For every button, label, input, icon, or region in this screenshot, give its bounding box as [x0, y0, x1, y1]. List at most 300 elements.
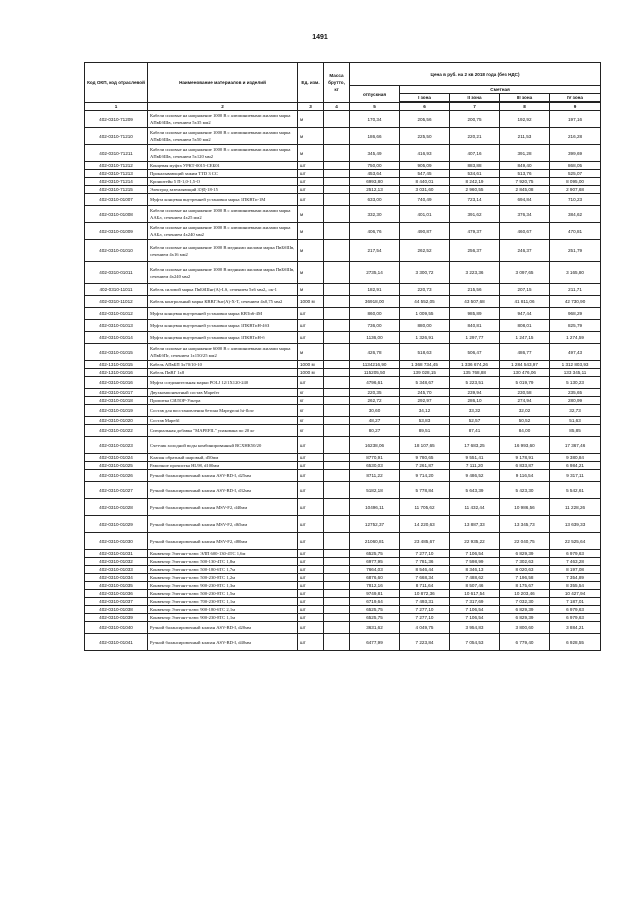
row-price-zone-2: 8 242,19: [450, 178, 500, 186]
row-price-zone-3: 3 097,65: [500, 262, 550, 284]
row-price-zone-3: 694,84: [500, 194, 550, 206]
row-unit: 1000 м: [298, 361, 324, 369]
row-name: Кабель контрольный марка КВВГЭнг(А)-Х-Т, сечением 4х0,75 мм2: [148, 296, 298, 308]
table-row: [85, 332, 601, 344]
row-mass: [324, 223, 350, 240]
row-price-zone-2: 7 054,53: [450, 634, 500, 651]
table-row: [85, 437, 601, 454]
row-price-zone-1: 8 546,44: [400, 566, 450, 574]
row-price-zone-4: 216,28: [550, 128, 601, 145]
row-price-release: 8770,91: [350, 454, 400, 462]
row-price-zone-2: 840,81: [450, 320, 500, 332]
table-row: [85, 482, 601, 499]
row-unit: шт: [298, 308, 324, 320]
row-name: Рамочное прочистка HL98, d100мм: [148, 462, 298, 470]
row-mass: [324, 284, 350, 296]
row-price-zone-4: 6 928,55: [550, 634, 601, 651]
row-mass: [324, 454, 350, 462]
row-price-zone-4: 13 639,33: [550, 516, 601, 533]
row-price-zone-1: 11 705,62: [400, 499, 450, 516]
row-price-release: 217,54: [350, 240, 400, 262]
row-code: 402-0310-01028: [85, 499, 148, 516]
table-row: [85, 590, 601, 598]
header-name: Наименование материалов и изделий: [148, 63, 298, 103]
row-price-release: 5182,18: [350, 482, 400, 499]
row-price-zone-1: 7 223,84: [400, 634, 450, 651]
row-unit: шт: [298, 634, 324, 651]
header-estimate: Сметная: [400, 86, 601, 94]
row-code: 402-0310-01040: [85, 622, 148, 634]
row-name: Кабель АПвБП 3х70/10-10: [148, 361, 298, 369]
row-price-zone-3: 32,02: [500, 405, 550, 417]
row-price-release: 80,27: [350, 425, 400, 437]
row-code: 402-0310-71213: [85, 170, 148, 178]
row-price-zone-4: 11 228,26: [550, 499, 601, 516]
row-name: Конвектор Элегант-плюс 500-230-8ТС 1,5м: [148, 590, 298, 598]
row-price-zone-2: 7 106,54: [450, 606, 500, 614]
table-row: [85, 566, 601, 574]
row-unit: шт: [298, 566, 324, 574]
row-price-zone-4: 868,05: [550, 162, 601, 170]
row-name: Состав Mapefil: [148, 417, 298, 425]
row-price-zone-1: 7 261,87: [400, 462, 450, 470]
row-code: 402-0310-01036: [85, 590, 148, 598]
row-price-zone-3: 6 829,39: [500, 614, 550, 622]
row-price-zone-1: 34,12: [400, 405, 450, 417]
row-mass: [324, 558, 350, 566]
row-price-release: 8711,22: [350, 470, 400, 482]
row-price-zone-3: 947,44: [500, 308, 550, 320]
table-row: [85, 622, 601, 634]
row-price-zone-4: 470,81: [550, 223, 601, 240]
row-price-release: 406,76: [350, 223, 400, 240]
row-price-zone-2: 883,88: [450, 162, 500, 170]
row-price-zone-3: 5 019,79: [500, 377, 550, 389]
row-unit: шт: [298, 377, 324, 389]
row-unit: 1000 м: [298, 296, 324, 308]
row-name: Кабели силовые на напряжение 1000 В медными жилами марка ПвБбШв, сечением 4х240 мм2: [148, 262, 298, 284]
row-code: 402-0310-01032: [85, 558, 148, 566]
row-price-zone-4: 280,99: [550, 397, 601, 405]
row-code: 402-0310-71215: [85, 186, 148, 194]
row-price-zone-2: 286,10: [450, 397, 500, 405]
row-price-zone-2: 985,89: [450, 308, 500, 320]
row-mass: [324, 634, 350, 651]
row-unit: кг: [298, 405, 324, 417]
row-code: 402-0310-01041: [85, 634, 148, 651]
row-unit: шт: [298, 582, 324, 590]
row-price-zone-2: 7 317,69: [450, 598, 500, 606]
row-price-zone-2: 5 223,51: [450, 377, 500, 389]
table-row: [85, 308, 601, 320]
row-price-zone-4: 85,85: [550, 425, 601, 437]
row-price-release: 426,78: [350, 344, 400, 361]
table-row: [85, 284, 601, 296]
row-price-zone-3: 486,77: [500, 344, 550, 361]
row-code: 402-0310-01017: [85, 389, 148, 397]
row-mass: [324, 590, 350, 598]
row-name: Ручной балансировочный клапан MSV-F2, d80мм: [148, 533, 298, 550]
row-price-zone-1: 905,09: [400, 162, 450, 170]
row-mass: [324, 178, 350, 186]
row-unit: шт: [298, 320, 324, 332]
row-price-release: 12752,37: [350, 516, 400, 533]
row-unit: шт: [298, 462, 324, 470]
row-name: Муфта концевая внутренней установки марка КВТп6-4М: [148, 308, 298, 320]
row-code: 402-0310-01016: [85, 377, 148, 389]
row-code: 402-0310-01033: [85, 566, 148, 574]
row-price-zone-4: 8 095,00: [550, 178, 601, 186]
row-price-zone-1: 880,00: [400, 320, 450, 332]
row-price-zone-2: 13 887,33: [450, 516, 500, 533]
table-row: [85, 425, 601, 437]
row-price-zone-2: 479,37: [450, 223, 500, 240]
row-price-zone-3: 376,34: [500, 206, 550, 223]
row-price-zone-4: 197,16: [550, 111, 601, 128]
row-mass: [324, 389, 350, 397]
row-code: 402-1310-01016: [85, 369, 148, 377]
row-price-zone-3: 130 476,06: [500, 369, 550, 377]
row-price-release: 6477,99: [350, 634, 400, 651]
row-price-zone-2: 256,37: [450, 240, 500, 262]
row-price-zone-3: 246,37: [500, 240, 550, 262]
row-price-zone-3: 16 993,60: [500, 437, 550, 454]
row-mass: [324, 482, 350, 499]
row-price-release: 2512,13: [350, 186, 400, 194]
row-code: 402-0310-71209: [85, 111, 148, 128]
row-name: Пропитка СИЛОР-Ультра: [148, 397, 298, 405]
table-row: [85, 178, 601, 186]
row-price-zone-3: 9 116,54: [500, 470, 550, 482]
table-row: [85, 262, 601, 284]
header-zone-4: IV зона: [550, 94, 601, 102]
row-name: Концевая муфта УРКТ-0015-СЕБ01: [148, 162, 298, 170]
row-price-zone-4: 497,43: [550, 344, 601, 361]
row-price-zone-2: 220,21: [450, 128, 500, 145]
row-price-zone-4: 1 274,59: [550, 332, 601, 344]
table-row: [85, 111, 601, 128]
row-mass: [324, 622, 350, 634]
row-price-zone-2: 1 297,77: [450, 332, 500, 344]
row-code: 402-0310-01012: [85, 308, 148, 320]
table-row: [85, 240, 601, 262]
column-number: 8: [500, 103, 550, 111]
table-header: [85, 63, 601, 103]
row-mass: [324, 437, 350, 454]
header-mass: Масса брутто, кг: [324, 63, 350, 103]
row-price-zone-2: 17 683,25: [450, 437, 500, 454]
row-price-zone-3: 9 178,91: [500, 454, 550, 462]
row-price-zone-2: 87,41: [450, 425, 500, 437]
row-unit: шт: [298, 516, 324, 533]
row-price-release: 48,27: [350, 417, 400, 425]
row-price-zone-1: 89,51: [400, 425, 450, 437]
row-name: Муфта соединительная марки POLJ 12/1Х120-240: [148, 377, 298, 389]
row-price-release: 220,35: [350, 389, 400, 397]
row-price-zone-1: 1 009,55: [400, 308, 450, 320]
row-price-zone-4: 17 367,46: [550, 437, 601, 454]
table-row: [85, 417, 601, 425]
row-price-zone-4: 7 463,28: [550, 558, 601, 566]
row-mass: [324, 516, 350, 533]
row-code: 402-0310-01018: [85, 397, 148, 405]
row-price-release: 115205,50: [350, 369, 400, 377]
row-name: Кабели силовые на напряжение 1000 В с алюминиевыми жилами марка ААБл, сечением 4х25 мм2: [148, 206, 298, 223]
row-price-release: 860,00: [350, 308, 400, 320]
row-name: Муфта концевая внутренней установки марка 1ПКВТпН-4бЗ: [148, 320, 298, 332]
row-unit: кг: [298, 397, 324, 405]
row-price-zone-2: 52,57: [450, 417, 500, 425]
header-code: Код ОКП, код отраслевой: [85, 63, 148, 103]
row-name: Кабели силовые на напряжение 1000 В с алюминиевыми жилами марка ААБл, сечением 4х240 мм2: [148, 223, 298, 240]
table-row: [85, 162, 601, 170]
row-price-zone-2: 407,16: [450, 145, 500, 162]
row-price-zone-1: 220,73: [400, 284, 450, 296]
row-price-release: 10496,11: [350, 499, 400, 516]
row-mass: [324, 186, 350, 194]
row-price-release: 1136,00: [350, 332, 400, 344]
row-unit: м: [298, 284, 324, 296]
row-price-release: 6993,80: [350, 178, 400, 186]
row-price-release: 6876,60: [350, 574, 400, 582]
table-row: [85, 550, 601, 558]
row-price-zone-1: 8 711,64: [400, 582, 450, 590]
row-mass: [324, 470, 350, 482]
row-name: Кабель ПвВГ 1х8: [148, 369, 298, 377]
header-release: отпускная: [350, 86, 400, 103]
row-name: Муфта концевая внутренней установки марка 1ПКВТпН-б: [148, 332, 298, 344]
row-code: 402-0310-01007: [85, 194, 148, 206]
row-unit: м: [298, 128, 324, 145]
row-price-zone-3: 5 423,30: [500, 482, 550, 499]
row-price-zone-1: 4 049,75: [400, 622, 450, 634]
row-name: Ручной балансировочный клапан ASV-BD-I, d20мм: [148, 622, 298, 634]
row-mass: [324, 111, 350, 128]
row-code: 402-0310-01022: [85, 425, 148, 437]
row-code: 402-0310-01014: [85, 332, 148, 344]
row-price-zone-4: 399,69: [550, 145, 601, 162]
row-code: 402-0310-01015: [85, 344, 148, 361]
row-unit: шт: [298, 194, 324, 206]
row-mass: [324, 296, 350, 308]
row-price-zone-4: 51,63: [550, 417, 601, 425]
row-price-zone-2: 7 488,62: [450, 574, 500, 582]
row-name: Конвектор Элегант-плюс 500-180-6ТС 1,7м: [148, 566, 298, 574]
row-price-zone-3: 513,76: [500, 170, 550, 178]
row-price-zone-2: 200,75: [450, 111, 500, 128]
row-price-zone-3: 8 020,63: [500, 566, 550, 574]
row-price-zone-4: 6 984,21: [550, 462, 601, 470]
row-price-zone-4: 3 165,80: [550, 262, 601, 284]
row-price-zone-4: 235,65: [550, 389, 601, 397]
row-mass: [324, 499, 350, 516]
row-price-zone-3: 10 986,56: [500, 499, 550, 516]
row-price-zone-1: 9 714,20: [400, 470, 450, 482]
header-unit: Ед. изм.: [298, 63, 324, 103]
row-unit: шт: [298, 598, 324, 606]
row-name: Кронштейн 5 П-1,0-1,5-О: [148, 178, 298, 186]
row-name: Кабель силовой марка ПвБбШнг(А)-LS, сечением 5х6 мм2,, ок-1: [148, 284, 298, 296]
row-mass: [324, 262, 350, 284]
row-price-release: 7664,03: [350, 566, 400, 574]
row-price-zone-4: 133 345,11: [550, 369, 601, 377]
row-price-zone-4: 8 355,54: [550, 582, 601, 590]
table-row: [85, 361, 601, 369]
row-price-zone-4: 211,71: [550, 284, 601, 296]
table-row: [85, 405, 601, 417]
row-price-release: 633,00: [350, 194, 400, 206]
row-unit: 1000 м: [298, 369, 324, 377]
row-name: Кабели силовые на напряжение 1000 В с алюминиевыми жилами марка АПвБбШв, сечением 5х50 мм2: [148, 128, 298, 145]
row-unit: шт: [298, 470, 324, 482]
row-code: 402-0310-01027: [85, 482, 148, 499]
row-code: 402-0310-01037: [85, 598, 148, 606]
row-price-zone-3: 13 345,73: [500, 516, 550, 533]
table-row: [85, 470, 601, 482]
row-unit: м: [298, 262, 324, 284]
row-mass: [324, 566, 350, 574]
row-price-zone-4: 6 979,63: [550, 614, 601, 622]
row-mass: [324, 145, 350, 162]
row-price-zone-4: 251,79: [550, 240, 601, 262]
row-mass: [324, 425, 350, 437]
table-row: [85, 296, 601, 308]
row-price-zone-4: 22 525,64: [550, 533, 601, 550]
row-price-zone-3: 230,58: [500, 389, 550, 397]
row-name: Ручной балансировочный клапан ASV-BD-I, d32мм: [148, 482, 298, 499]
table-row: [85, 558, 601, 566]
header-zone-1: I зона: [400, 94, 450, 102]
column-number: 4: [324, 103, 350, 111]
row-code: 402-0310-01030: [85, 533, 148, 550]
row-price-zone-2: 723,14: [450, 194, 500, 206]
row-price-zone-4: 968,29: [550, 308, 601, 320]
table-row: [85, 320, 601, 332]
row-price-zone-3: 7 196,58: [500, 574, 550, 582]
row-mass: [324, 614, 350, 622]
row-price-release: 16238,06: [350, 437, 400, 454]
row-unit: кг: [298, 425, 324, 437]
row-unit: шт: [298, 614, 324, 622]
row-name: Конвектор Элегант-плюс ЭЛП 600-130-4ТС 1,6м: [148, 550, 298, 558]
row-price-zone-3: 6 779,40: [500, 634, 550, 651]
row-name: Ручной балансировочный клапан MSV-F2, d40мм: [148, 499, 298, 516]
row-name: Прокалывающий зажим TTD 3 CC: [148, 170, 298, 178]
table-row: [85, 499, 601, 516]
row-price-release: 2735,14: [350, 262, 400, 284]
row-price-zone-2: 3 954,83: [450, 622, 500, 634]
row-price-zone-1: 8 440,01: [400, 178, 450, 186]
row-unit: шт: [298, 550, 324, 558]
row-price-zone-1: 7 781,36: [400, 558, 450, 566]
row-price-zone-2: 1 336 674,26: [450, 361, 500, 369]
row-price-zone-3: 6 833,87: [500, 462, 550, 470]
header-zone-2: II зона: [450, 94, 500, 102]
row-price-zone-2: 8 346,13: [450, 566, 500, 574]
row-price-zone-2: 11 432,44: [450, 499, 500, 516]
table-row: [85, 145, 601, 162]
row-code: 402-0310-01011: [85, 262, 148, 284]
row-price-zone-4: 10 427,94: [550, 590, 601, 598]
row-price-zone-4: 7 354,89: [550, 574, 601, 582]
row-price-zone-4: 32,73: [550, 405, 601, 417]
row-price-zone-3: 207,15: [500, 284, 550, 296]
row-price-zone-1: 7 277,10: [400, 550, 450, 558]
row-unit: шт: [298, 332, 324, 344]
row-price-zone-1: 262,52: [400, 240, 450, 262]
row-unit: шт: [298, 606, 324, 614]
row-mass: [324, 533, 350, 550]
table-row: [85, 582, 601, 590]
row-name: Кабели силовые на напряжение 6000 В с алюминиевыми жилами марка АПвБбПг, сечением 1х150/25 мм2: [148, 344, 298, 361]
row-price-release: 6525,75: [350, 550, 400, 558]
row-code: 402-0310-71211: [85, 145, 148, 162]
row-price-zone-4: 710,23: [550, 194, 601, 206]
table-row: [85, 598, 601, 606]
row-price-release: 21060,81: [350, 533, 400, 550]
row-price-zone-1: 5 778,84: [400, 482, 450, 499]
row-price-zone-4: 6 979,63: [550, 606, 601, 614]
row-price-zone-3: 460,67: [500, 223, 550, 240]
row-code: 402-1310-01015: [85, 361, 148, 369]
row-mass: [324, 162, 350, 170]
row-price-zone-2: 135 768,88: [450, 369, 500, 377]
row-price-zone-4: 2 907,68: [550, 186, 601, 194]
row-price-zone-1: 9 780,65: [400, 454, 450, 462]
row-code: 402-0310-01035: [85, 582, 148, 590]
row-price-release: 6719,64: [350, 598, 400, 606]
row-price-zone-3: 3 800,60: [500, 622, 550, 634]
row-price-release: 4796,61: [350, 377, 400, 389]
row-name: Конвектор Элегант-плюс 900-180-6ТС 2,1м: [148, 606, 298, 614]
row-mass: [324, 397, 350, 405]
row-code: 402-0310-01025: [85, 462, 148, 470]
row-unit: шт: [298, 178, 324, 186]
row-price-zone-4: 825,79: [550, 320, 601, 332]
row-price-release: 9749,81: [350, 590, 400, 598]
row-price-zone-1: 1 326,91: [400, 332, 450, 344]
row-unit: м: [298, 145, 324, 162]
row-price-release: 7812,16: [350, 582, 400, 590]
row-price-zone-1: 740,49: [400, 194, 450, 206]
row-code: 402-0310-71212: [85, 162, 148, 170]
row-mass: [324, 240, 350, 262]
row-mass: [324, 308, 350, 320]
row-unit: шт: [298, 170, 324, 178]
table-row: [85, 377, 601, 389]
row-unit: шт: [298, 186, 324, 194]
row-unit: м: [298, 240, 324, 262]
table-row: [85, 223, 601, 240]
row-price-zone-3: 84,00: [500, 425, 550, 437]
row-price-zone-2: 5 643,39: [450, 482, 500, 499]
row-unit: шт: [298, 622, 324, 634]
row-code: 402-0310-11011: [85, 284, 148, 296]
row-code: 402-0310-71210: [85, 128, 148, 145]
row-price-zone-4: 525,07: [550, 170, 601, 178]
row-price-zone-3: 1 247,15: [500, 332, 550, 344]
row-mass: [324, 462, 350, 470]
row-unit: шт: [298, 558, 324, 566]
column-number: 3: [298, 103, 324, 111]
row-price-release: 332,30: [350, 206, 400, 223]
row-price-zone-4: 5 542,61: [550, 482, 601, 499]
row-price-release: 6525,75: [350, 606, 400, 614]
row-mass: [324, 320, 350, 332]
row-price-zone-1: 7 668,34: [400, 574, 450, 582]
row-price-zone-2: 7 598,99: [450, 558, 500, 566]
row-name: Конвектор Элегант-плюс 500-230-8ТС 1,2м: [148, 574, 298, 582]
